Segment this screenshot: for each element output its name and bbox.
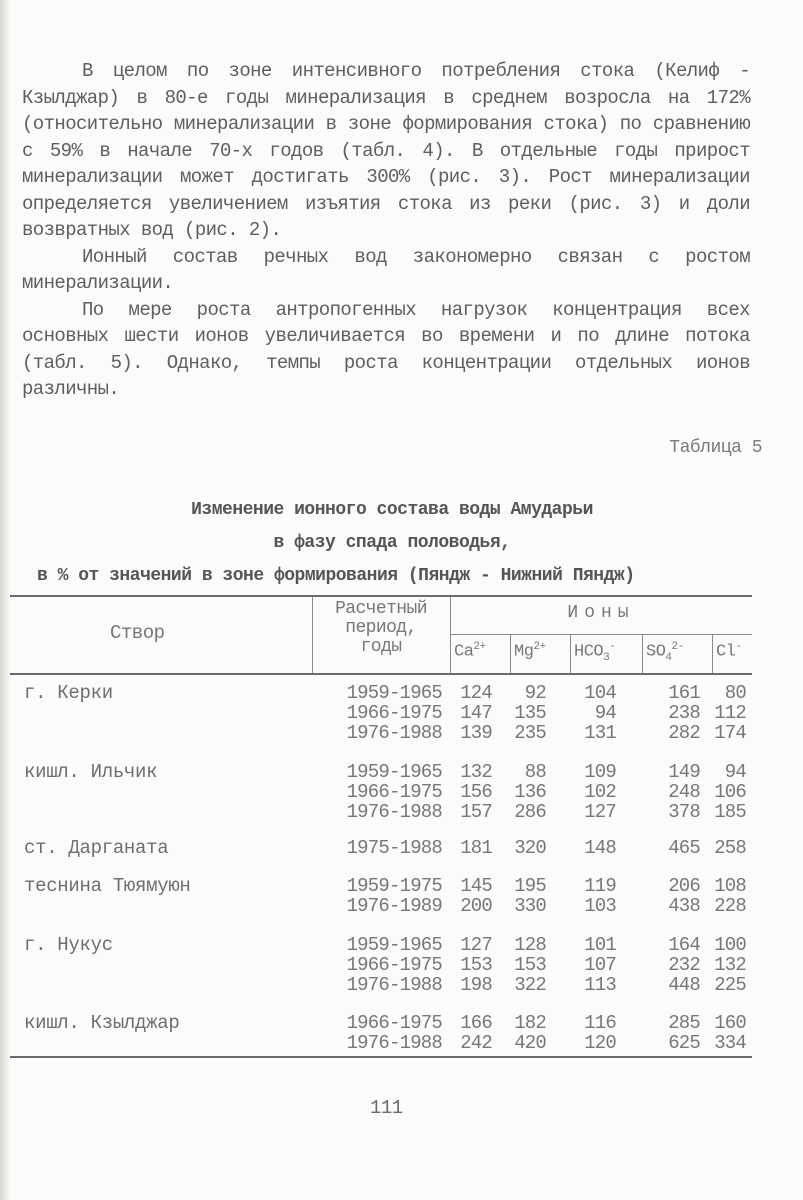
paragraph-1: В целом по зоне интенсивного потребления стока (Келиф - Кзылджар) в 80-е годы минерализация в среднем возросла на 172% (относительно минерализации в зоне формирования стока) по сравнению с 59% в начале 70-х годов (табл. 4). В отдельные годы прирост минерализации может достигать 300% (рис. 3). Рост минерализации определяется увеличением изъятия стока из реки (рис. 3) и доли возвратных вод (рис. 2). [22, 60, 750, 241]
header-ion-hco3: $HCO_3^-$ [574, 641, 616, 665]
table-row: 1976-1988 242 420 120 625 334 [346, 1032, 746, 1054]
table-row: г. Нукус 1959-1965 127 128 101 164 100 [24, 934, 746, 956]
table-row: 1976-1988 139 235 131 282 174 [346, 722, 746, 744]
header-ions: Ионы [567, 603, 635, 623]
table-title [22, 494, 762, 593]
header-ion-ca: $Ca^{2+}$ [454, 641, 486, 662]
table-row: 1976-1988 198 322 113 448 225 [346, 974, 746, 996]
header-divider [510, 634, 511, 673]
paragraph-2: Ионный состав речных вод закономерно связан с ростом минерализации. [22, 245, 750, 294]
table-row: 1966-1975 153 153 107 232 132 [346, 954, 746, 976]
table-title-line-2: в фазу спада половодья, [273, 533, 511, 553]
header-ion-so4: $SO_4^{2-}$ [646, 641, 684, 665]
table-header-rule [10, 673, 752, 675]
table-row: теснина Тюямуюн 1959-1975 145 195 119 206 108 [24, 875, 746, 897]
table-row: кишл. Ильчик 1959-1965 132 88 109 149 94 [24, 761, 746, 783]
table-title-line-1: Изменение ионного состава воды Амударьи [191, 500, 593, 520]
table-row: 1966-1975 156 136 102 248 106 [346, 781, 746, 803]
table-row: 1966-1975 147 135 94 238 112 [346, 702, 746, 724]
header-ion-mg: $Mg^{2+}$ [514, 641, 546, 662]
page-number: 111 [370, 1097, 403, 1119]
table-row: кишл. Кзылджар 1966-1975 166 182 116 285 160 [24, 1012, 746, 1034]
paragraph-3: По мере роста антропогенных нагрузок концентрация всех основных шести ионов увеличивается во времени и по длине потока (табл. 5). Однако, темпы роста концентрации отдельных ионов различны. [22, 298, 750, 400]
table-row: 1976-1988 157 286 127 378 185 [346, 801, 746, 823]
header-divider [450, 634, 752, 635]
header-period: Расчетный период, годы [335, 599, 427, 657]
body-text [22, 58, 750, 403]
table-row: г. Керки 1959-1965 124 92 104 161 80 [24, 682, 746, 704]
table-bottom-rule [10, 1056, 752, 1058]
page-binding-edge [0, 0, 10, 1200]
table-row: ст. Дарганата 1975-1988 181 320 148 465 258 [24, 837, 746, 859]
table-title-line-3: в % от значений в зоне формирования (Пяндж - Нижний Пяндж) [37, 566, 635, 586]
header-stvor: Створ [110, 622, 165, 644]
header-divider [642, 634, 643, 673]
header-divider [570, 634, 571, 673]
table-header [10, 597, 752, 673]
table-row: 1976-1989 200 330 103 438 228 [346, 895, 746, 917]
header-ion-cl: Cl- [716, 641, 742, 662]
table-number: Таблица 5 [669, 438, 762, 458]
header-divider [712, 634, 713, 673]
